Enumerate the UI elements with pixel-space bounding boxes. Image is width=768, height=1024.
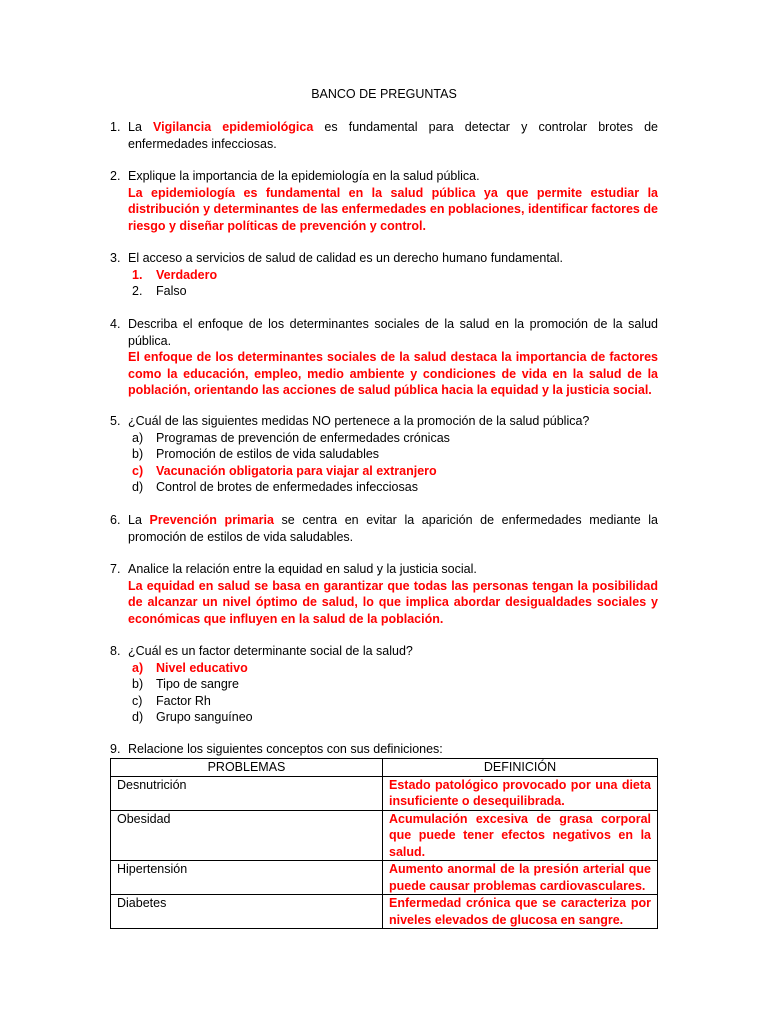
option-text: Promoción de estilos de vida saludables — [156, 447, 380, 461]
option-item — [110, 267, 658, 284]
option-label: 1. — [132, 267, 143, 282]
column-header-definicion: DEFINICIÓN — [383, 759, 658, 777]
option-item — [110, 446, 658, 463]
question-5 — [110, 413, 658, 496]
question-number: 5. — [110, 414, 121, 428]
problem-cell: Desnutrición — [111, 776, 383, 810]
option-item — [110, 479, 658, 496]
question-text: El acceso a servicios de salud de calidad es un derecho humano fundamental. — [128, 251, 563, 265]
option-label: b) — [132, 447, 144, 461]
option-item — [110, 676, 658, 693]
question-7 — [110, 561, 658, 627]
option-text: Programas de prevención de enfermedades crónicas — [156, 430, 450, 445]
option-item — [110, 693, 658, 710]
question-text-post: es fundamental para detectar y controlar brotes de enfermedades infecciosas. — [128, 120, 658, 151]
option-text: Nivel educativo — [156, 660, 248, 675]
problem-cell: Hipertensión — [111, 861, 383, 895]
question-3 — [110, 250, 658, 300]
question-text-pre: La — [128, 513, 142, 527]
answer-text: El enfoque de los determinantes sociales de la salud destaca la importancia de factores como la educación, empleo, medio ambiente y condiciones de vida en la salud de la población, orientando las acciones de salud pública hacia la equidad y la justicia social. — [128, 350, 658, 397]
question-text-post: se centra en evitar la aparición de enfermedades mediante la promoción de estilos de vida saludables. — [128, 513, 658, 544]
table-row — [111, 810, 658, 861]
answer-highlight: Prevención primaria — [149, 513, 274, 527]
column-header-problemas: PROBLEMAS — [111, 759, 383, 777]
question-number: 9. — [110, 742, 121, 756]
option-label: a) — [132, 430, 144, 445]
option-label: a) — [132, 660, 144, 675]
question-4 — [110, 316, 658, 399]
question-text: Explique la importancia de la epidemiología en la salud pública. — [128, 169, 480, 183]
question-text: Relacione los siguientes conceptos con sus definiciones: — [128, 742, 443, 756]
option-label: d) — [132, 710, 144, 724]
table-header-row — [111, 759, 658, 777]
option-text: Factor Rh — [156, 693, 211, 708]
option-label: c) — [132, 693, 143, 708]
question-number: 2. — [110, 169, 121, 183]
definition-cell: Enfermedad crónica que se caracteriza por niveles elevados de glucosa en sangre. — [383, 895, 658, 929]
definition-cell: Aumento anormal de la presión arterial que puede causar problemas cardiovasculares. — [383, 861, 658, 895]
question-text-pre: La — [128, 120, 142, 134]
option-label: c) — [132, 463, 144, 478]
option-text: Verdadero — [156, 267, 218, 282]
problem-cell: Obesidad — [111, 810, 383, 861]
matching-table — [110, 758, 658, 929]
question-text: ¿Cuál es un factor determinante social de la salud? — [128, 644, 413, 658]
page-title: BANCO DE PREGUNTAS — [311, 87, 457, 101]
option-label: 2. — [132, 284, 143, 298]
problem-cell: Diabetes — [111, 895, 383, 929]
answer-text: La epidemiología es fundamental en la salud pública ya que permite estudiar la distribución y determinantes de las enfermedades en poblaciones, identificar factores de riesgo y diseñar políticas de prevención y control. — [128, 185, 658, 233]
definition-cell: Acumulación excesiva de grasa corporal que puede tener efectos negativos en la salud. — [383, 810, 658, 861]
table-row — [111, 776, 658, 810]
question-number: 6. — [110, 513, 121, 527]
option-label: d) — [132, 480, 144, 494]
option-text: Tipo de sangre — [156, 677, 239, 691]
table-row — [111, 861, 658, 895]
option-item — [110, 283, 658, 300]
option-text: Falso — [156, 284, 187, 298]
question-1 — [110, 119, 658, 152]
question-number: 4. — [110, 317, 121, 331]
question-6 — [110, 512, 658, 545]
question-number: 3. — [110, 251, 121, 265]
question-number: 8. — [110, 644, 121, 658]
option-text: Control de brotes de enfermedades infecciosas — [156, 480, 418, 494]
definition-cell: Estado patológico provocado por una dieta insuficiente o desequilibrada. — [383, 776, 658, 810]
option-label: b) — [132, 677, 144, 691]
question-number: 1. — [110, 120, 121, 134]
option-text: Grupo sanguíneo — [156, 710, 253, 724]
question-2 — [110, 168, 658, 234]
option-item — [110, 430, 658, 447]
question-text — [128, 512, 658, 545]
table-row — [111, 895, 658, 929]
question-8 — [110, 643, 658, 726]
question-number: 7. — [110, 562, 121, 576]
option-item — [110, 463, 658, 480]
question-text: ¿Cuál de las siguientes medidas NO pertenece a la promoción de la salud pública? — [128, 414, 590, 428]
option-item — [110, 709, 658, 726]
question-text: Analice la relación entre la equidad en salud y la justicia social. — [128, 562, 477, 576]
question-9 — [110, 741, 658, 758]
question-text: Describa el enfoque de los determinantes sociales de la salud en la promoción de la salud pública. — [128, 317, 658, 348]
answer-text: La equidad en salud se basa en garantizar que todas las personas tengan la posibilidad de alcanzar un nivel óptimo de salud, lo que implica abordar desigualdades sociales y económicas que influyen en la salud de la población. — [128, 578, 658, 626]
option-text: Vacunación obligatoria para viajar al extranjero — [156, 463, 437, 478]
option-item — [110, 660, 658, 677]
answer-highlight: Vigilancia epidemiológica — [153, 120, 314, 134]
question-text — [128, 119, 658, 152]
